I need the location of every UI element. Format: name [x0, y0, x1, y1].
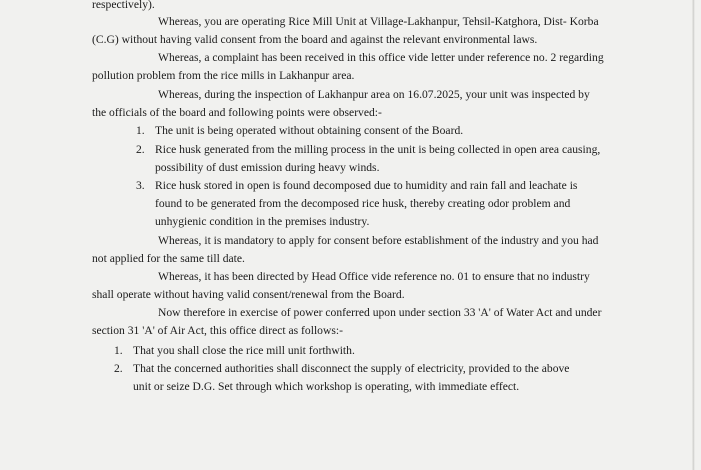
list-item-text: Rice husk stored in open is found decomposed due to humidity and rain fall and leachate is — [155, 179, 578, 192]
list-item-text: found to be generated from the decomposed rice husk, thereby creating odor problem and — [155, 197, 571, 210]
paragraph-line: Whereas, you are operating Rice Mill Unit at Village-Lakhanpur, Tehsil-Katghora, Dist- Korba — [158, 15, 599, 28]
paragraph-line: Whereas, it is mandatory to apply for consent before establishment of the industry and you had — [158, 234, 599, 247]
paragraph-line: pollution problem from the rice mills in Lakhanpur area. — [92, 69, 355, 82]
paragraph-line: Whereas, during the inspection of Lakhanpur area on 16.07.2025, your unit was inspected by — [158, 88, 590, 101]
list-item-number: 1. — [136, 124, 145, 137]
paragraph-line: section 31 'A' of Air Act, this office direct as follows:- — [92, 324, 343, 337]
list-item-text: possibility of dust emission during heavy winds. — [155, 161, 380, 174]
list-item-number: 2. — [114, 362, 123, 375]
list-item-text: That the concerned authorities shall disconnect the supply of electricity, provided to the above — [133, 362, 570, 375]
list-item-number: 3. — [136, 179, 145, 192]
paragraph-line: not applied for the same till date. — [92, 252, 245, 265]
list-item-text: That you shall close the rice mill unit forthwith. — [133, 344, 355, 357]
page-edge-shadow — [692, 0, 695, 470]
paragraph-line: the officials of the board and following points were observed:- — [92, 106, 382, 119]
list-item-number: 2. — [136, 143, 145, 156]
paragraph-line: Now therefore in exercise of power conferred upon under section 33 'A' of Water Act and under — [158, 306, 602, 319]
top-fragment: respectively). — [92, 0, 155, 11]
list-item-text: The unit is being operated without obtaining consent of the Board. — [155, 124, 464, 137]
paragraph-line: shall operate without having valid consent/renewal from the Board. — [92, 288, 405, 301]
list-item-number: 1. — [114, 344, 123, 357]
paragraph-line: Whereas, it has been directed by Head Office vide reference no. 01 to ensure that no industry — [158, 270, 590, 283]
list-item-text: unhygienic condition in the premises industry. — [155, 215, 370, 228]
paragraph-line: (C.G) without having valid consent from the board and against the relevant environmental laws. — [92, 33, 538, 46]
paragraph-line: Whereas, a complaint has been received in this office vide letter under reference no. 2 regarding — [158, 51, 604, 64]
list-item-text: unit or seize D.G. Set through which workshop is operating, with immediate effect. — [133, 380, 520, 393]
list-item-text: Rice husk generated from the milling process in the unit is being collected in open area causing, — [155, 143, 601, 156]
